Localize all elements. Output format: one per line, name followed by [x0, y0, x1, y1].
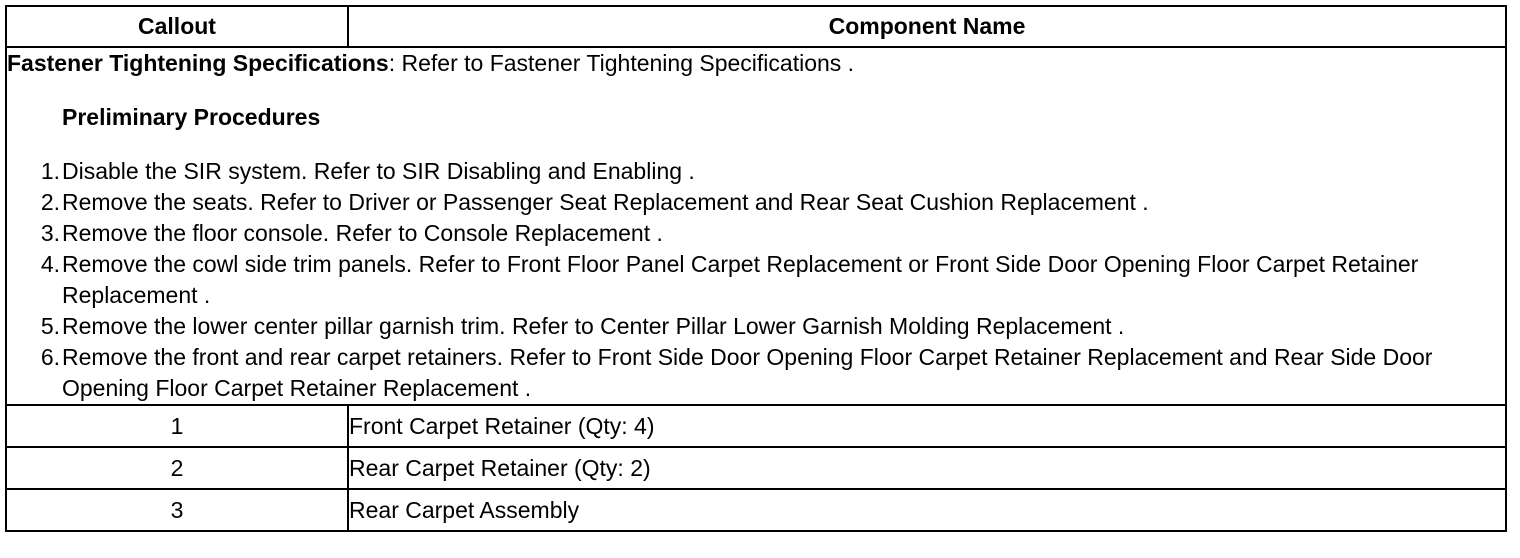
- component-table: [5, 5, 1507, 532]
- step-number: 4 .: [7, 249, 62, 311]
- intro-cell: [6, 47, 1506, 405]
- step-number: 3 .: [7, 218, 62, 249]
- step-text: Remove the front and rear carpet retainers. Refer to Front Side Door Opening Floor Carpet Retainer Replacement and Rear Side Door Opening Floor Carpet Retainer Replacement .: [62, 344, 1433, 401]
- step-text: Remove the seats. Refer to Driver or Passenger Seat Replacement and Rear Seat Cushion Replacement .: [62, 189, 1149, 215]
- step-number: 5 .: [7, 311, 62, 342]
- intro-row: [6, 47, 1506, 405]
- procedure-steps: [7, 156, 1505, 404]
- header-callout: Callout: [6, 6, 348, 47]
- step-number: 1 .: [7, 156, 62, 187]
- fastener-spec-text: : Refer to Fastener Tightening Specifications .: [388, 50, 855, 76]
- procedure-step: [7, 218, 1505, 249]
- step-text: Remove the floor console. Refer to Console Replacement .: [62, 220, 663, 246]
- table-row: [6, 405, 1506, 447]
- fastener-spec-line: [7, 48, 1505, 79]
- procedure-step: [7, 311, 1505, 342]
- procedure-step: [7, 156, 1505, 187]
- header-row: [6, 6, 1506, 47]
- preliminary-heading: Preliminary Procedures: [62, 104, 321, 130]
- component-name-cell: Rear Carpet Retainer (Qty: 2): [348, 447, 1506, 489]
- callout-cell: 3: [6, 489, 348, 531]
- step-text: Remove the cowl side trim panels. Refer to Front Floor Panel Carpet Replacement or Front Side Door Opening Floor Carpet Retainer Replacement .: [62, 251, 1419, 308]
- step-number: 6 .: [7, 342, 62, 404]
- fastener-spec-label: Fastener Tightening Specifications: [7, 50, 389, 76]
- step-number: 2 .: [7, 187, 62, 218]
- header-component-name: Component Name: [348, 6, 1506, 47]
- component-name-cell: Front Carpet Retainer (Qty: 4): [348, 405, 1506, 447]
- callout-cell: 1: [6, 405, 348, 447]
- step-text: Remove the lower center pillar garnish trim. Refer to Center Pillar Lower Garnish Molding Replacement .: [62, 313, 1125, 339]
- procedure-step: [7, 249, 1505, 311]
- procedure-step: [7, 187, 1505, 218]
- table-row: [6, 489, 1506, 531]
- step-text: Disable the SIR system. Refer to SIR Disabling and Enabling .: [62, 158, 695, 184]
- callout-cell: 2: [6, 447, 348, 489]
- table-row: [6, 447, 1506, 489]
- procedure-step: [7, 342, 1505, 404]
- component-name-cell: Rear Carpet Assembly: [348, 489, 1506, 531]
